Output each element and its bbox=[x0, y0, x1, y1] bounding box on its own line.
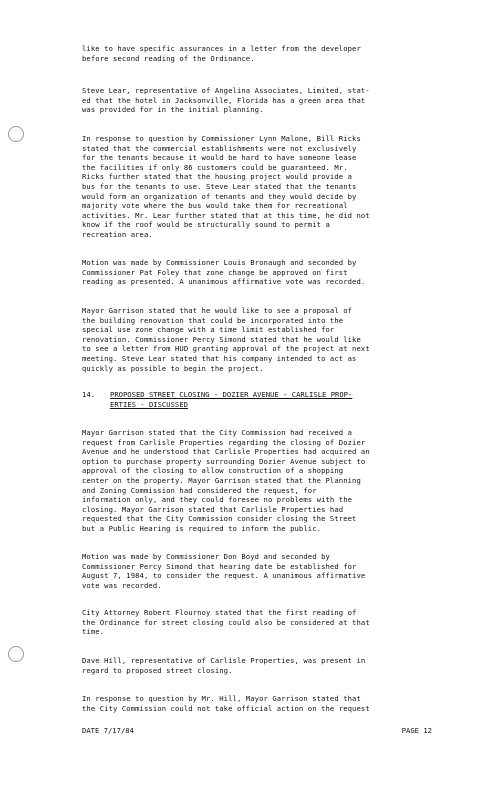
paragraph-motion-zone-change: Motion was made by Commissioner Louis Bronaugh and seconded by Commissioner Pat Foley that zone change be approved on first reading as presented. A unanimous affirmative vote was recorded. bbox=[82, 258, 366, 287]
paragraph-steve-lear-green-area: Steve Lear, representative of Angelina Associates, Limited, stat- ed that the hotel in Jacksonville, Florida has a green area that was provided for in the initial planning. bbox=[82, 86, 370, 115]
footer-page-number: PAGE 12 bbox=[401, 726, 432, 735]
item-number: 14. bbox=[82, 390, 95, 399]
paragraph-ricks-response: In response to question by Commissioner Lynn Malone, Bill Ricks stated that the commercial establishments were not exclusively for the tenants because it would be hard to have someone lease the facilities if only 86 customers could be guaranteed. Mr. Ricks further stated that the housing project would provide a bus for the tenants to use. Steve Lear stated that the tenants would form an organization of tenants and they would decide by majority vote where the bus would take them for recreational activities. Mr. Lear further stated that at this time, he did not know if the roof would be structurally sound to permit a recreation area. bbox=[82, 134, 370, 239]
punch-hole-mark bbox=[8, 646, 24, 662]
paragraph-developer-assurances: like to have specific assurances in a letter from the developer before second reading of the Ordinance. bbox=[82, 44, 361, 63]
item-title: PROPOSED STREET CLOSING - DOZIER AVENUE - CARLISLE PROP- ERTIES - DISCUSSED bbox=[110, 390, 353, 409]
paragraph-dave-hill: Dave Hill, representative of Carlisle Properties, was present in regard to proposed street closing. bbox=[82, 656, 366, 675]
footer-date: DATE 7/17/84 bbox=[82, 726, 134, 735]
paragraph-dozier-avenue-request: Mayor Garrison stated that the City Commission had received a request from Carlisle Properties regarding the closing of Dozier Avenue and he understood that Carlisle Properties had acquired an option to purchase property surrounding Dozier Avenue subject to approval of the closing to allow construction of a shopping center on the property. Mayor Garrison stated that the Planning and Zoning Commission had considered the request, for information only, and they could foresee no problems with the closing. Mayor Garrison stated that Carlisle Properties had requested that the City Commission consider closing the Street but a Public Hearing is required to inform the public. bbox=[82, 428, 370, 533]
paragraph-garrison-renovation: Mayor Garrison stated that he would like to see a proposal of the building renovation that could be incorporated into the special use zone change with a time limit established for renovation. Commissioner Percy Simond stated that he would like to see a letter from HUD granting approval of the project at next meeting. Steve Lear stated that his company intended to act as quickly as possible to begin the project. bbox=[82, 306, 370, 373]
paragraph-motion-hearing-date: Motion was made by Commissioner Don Boyd and seconded by Commissioner Percy Simond that hearing date be established for August 7, 1984, to consider the request. A unanimous affirmative vote was recorded. bbox=[82, 552, 366, 590]
paragraph-flournoy-first-reading: City Attorney Robert Flournoy stated that the first reading of the Ordinance for street closing could also be considered at that time. bbox=[82, 608, 370, 637]
paragraph-hill-question: In response to question by Mr. Hill, Mayor Garrison stated that the City Commission could not take official action on the request bbox=[82, 694, 370, 713]
punch-hole-mark bbox=[8, 126, 24, 142]
